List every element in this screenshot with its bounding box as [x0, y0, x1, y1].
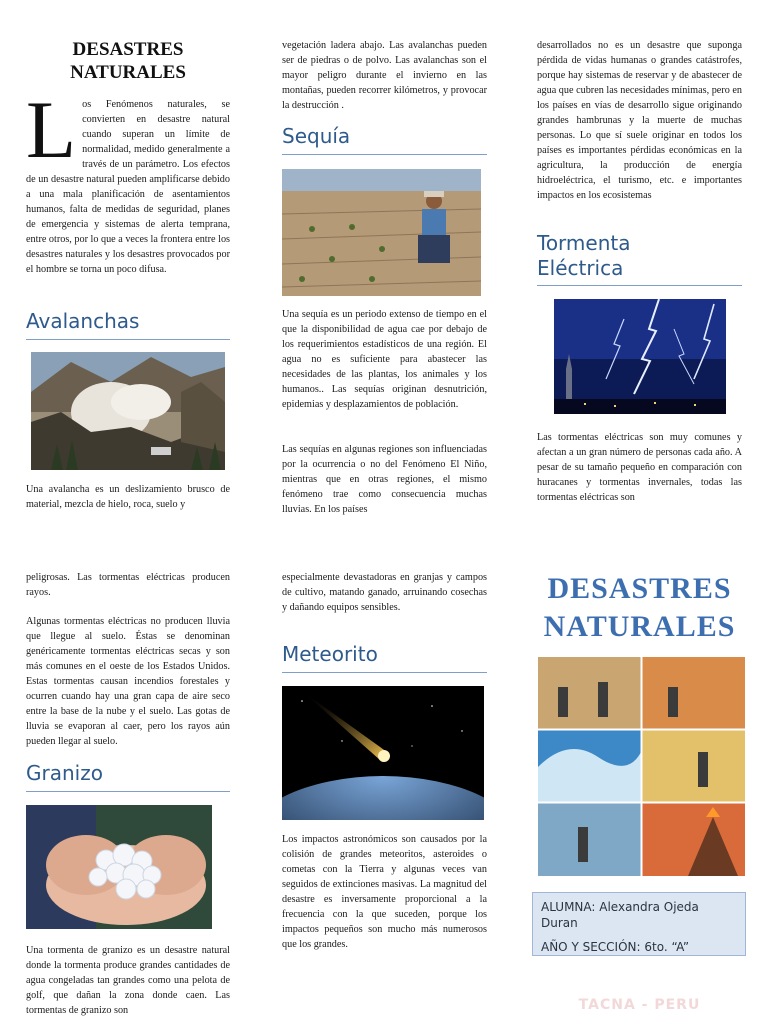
avalanche-image	[31, 352, 225, 470]
tormenta-text-2: Algunas tormentas eléctricas no producen lluvia que llegue al suelo. Éstas se denominan genéricamente tormentas eléctricas secas y son más comunes en el oeste de los Estados Unidos. Estas tormentas causan incendios forestales y ocurren cuando hay una gran capa de aire seco entre la base de la nube y el suelo. Las gotas de lluvia se evaporan al caer, pero los rayos aún pueden llegar al suelo.	[26, 616, 230, 747]
granizo-text: Una tormenta de granizo es un desastre natural donde la tormenta produce grandes cantidades de agua congeladas tan grandes como una pelota de golf, que dañan la zona donde caen. Las tormentas de granizo son	[26, 945, 230, 1016]
alumna-label: ALUMNA: Alexandra Ojeda Duran	[541, 900, 699, 930]
cover-panel	[537, 570, 742, 646]
drought-image	[282, 169, 481, 296]
drop-cap: L	[26, 84, 77, 175]
heading-meteorito: Meteorito	[282, 642, 378, 666]
cover-title	[537, 570, 742, 646]
heading-granizo: Granizo	[26, 761, 103, 785]
heading-tormenta-line-2: Eléctrica	[537, 256, 624, 280]
heading-tormenta-line-1: Tormenta	[537, 231, 631, 255]
tormenta-continued-text: peligrosas. Las tormentas eléctricas producen rayos.	[26, 572, 230, 598]
sequia-text-1: Una sequía es un periodo extenso de tiempo en el que la disponibilidad de agua cae por debajo de los requerimientos estadísticos de una región. El agua no es suficiente para abastecer las necesidades de las plantas, los animales y los humanos.. Las sequías originan desnutrición, epidemias y desplazamientos de población.	[282, 309, 487, 410]
divider	[282, 672, 487, 673]
meteorite-image	[282, 686, 484, 820]
lightning-image	[554, 299, 726, 414]
cover-title-line-2: NATURALES	[543, 610, 736, 643]
cover-collage-image	[538, 657, 745, 876]
heading-tormenta	[537, 231, 631, 281]
cover-title-line-1: DESASTRES	[547, 572, 732, 605]
divider	[26, 791, 230, 792]
intro-block	[26, 84, 230, 277]
avalanchas-text: Una avalancha es un deslizamiento brusco de material, mezcla de hielo, roca, suelo y	[26, 484, 230, 510]
panel-1	[26, 38, 230, 84]
tormenta-text: Las tormentas eléctricas son muy comunes y afectan a un gran número de personas cada año. A pesar de su tamaño pequeño en comparación con huracanes y tormentas invernales, todas las tormentas eléctricas son	[537, 432, 742, 503]
heading-sequia: Sequía	[282, 124, 351, 148]
divider	[282, 154, 487, 155]
heading-avalanchas: Avalanchas	[26, 309, 140, 333]
seccion-label: AÑO Y SECCIÓN: 6to. “A”	[541, 940, 690, 954]
meteorito-text: Los impactos astronómicos son causados por la colisión de grandes meteoritos, asteroides o cometas con la Tierra y algunas veces van seguidos de extinciones masivas. La magnitud del desastre es inversamente proporcional a la frecuencia con la que suceden, porque los impactos pequeños son mucho más numerosos que los grandes.	[282, 834, 487, 950]
student-info-box	[532, 892, 746, 956]
page-title: DESASTRES NATURALES	[70, 39, 186, 83]
intro-text: os Fenómenos naturales, se convierten en desastre natural cuando superan un límite de normalidad, medido generalmente a través de un parámetro. Los efectos de un desastre natural pueden amplificarse debido a una mala planificación de asentamientos humanos, falta de medidas de seguridad, planes de emergencia y sistemas de alerta temprana, entre otros, por lo que a veces la frontera entre los desastres naturales y los desastres provocados por el hombre se torna un poco difusa.	[26, 99, 230, 275]
footer-location: TACNA - PERU	[578, 997, 701, 1013]
sequia-text-2: Las sequías en algunas regiones son influenciadas por la ocurrencia o no del Fenómeno El Niño, mientras que en otras regiones, el mismo fenómeno trae como consecuencia muchas lluvias. En los países	[282, 444, 487, 515]
sequia-continued-text: desarrollados no es un desastre que suponga pérdida de vidas humanas o grandes catástrofes, porque hay sistemas de reservar y de abastecer de agua que cubren las necesidades mínimas, pero en los países en vías de desarrollo sigue originando grandes hambrunas y la muerte de muchas personas. Lo que sí suele originar en todos los países es importantes pérdidas económicas en la agricultura, la producción de energía hidroeléctrica, el turismo, etc. e importantes impactos en los ecosistemas	[537, 40, 742, 201]
divider	[537, 285, 742, 286]
hail-image	[26, 805, 212, 929]
avalanchas-continued-text: vegetación ladera abajo. Las avalanchas pueden ser de piedras o de polvo. Las avalanchas son el mayor peligro durante el invierno en las montañas, pueden recorrer kilómetros, y provocar la destrucción .	[282, 40, 487, 111]
divider	[26, 339, 230, 340]
granizo-continued-text: especialmente devastadoras en granjas y campos de cultivo, matando ganado, arruinando cosechas y dañando equipos sensibles.	[282, 572, 487, 613]
